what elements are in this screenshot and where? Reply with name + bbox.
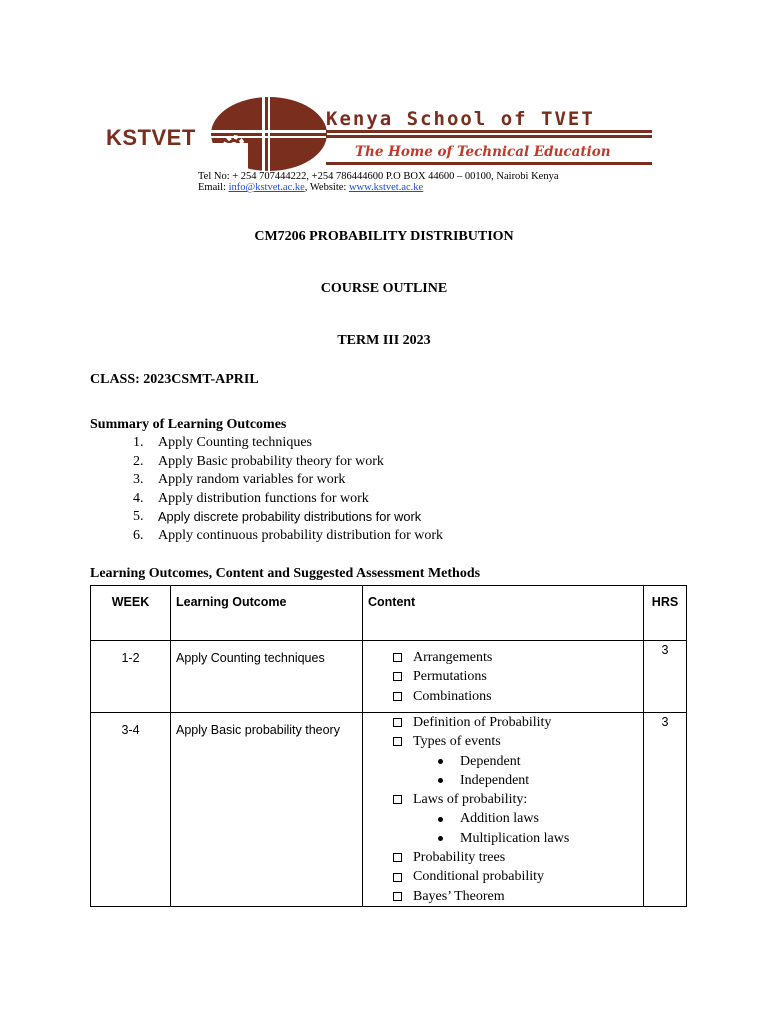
checkbox-bullet-icon	[393, 737, 402, 746]
bullet-dot-icon	[438, 759, 443, 764]
header-divider-bottom	[326, 162, 652, 165]
website-label: , Website:	[304, 182, 349, 193]
list-item: Conditional probability	[393, 867, 643, 886]
bullet-dot-icon	[438, 817, 443, 822]
hrs-cell: 3	[644, 641, 687, 713]
website-link[interactable]: www.kstvet.ac.ke	[348, 182, 424, 193]
checkbox-bullet-icon	[393, 873, 402, 882]
table-row	[91, 641, 687, 713]
list-item: Types of events	[393, 732, 643, 751]
list-item: Independent	[393, 771, 643, 790]
checkbox-bullet-icon	[393, 853, 402, 862]
col-header-hrs: HRS	[644, 586, 687, 641]
table-row	[91, 713, 687, 907]
list-item: Addition laws	[393, 809, 643, 828]
class-line: CLASS: 2023CSMT-APRIL	[90, 372, 259, 387]
header-divider-top	[326, 130, 652, 133]
table-header-row	[91, 586, 687, 641]
checkbox-bullet-icon	[393, 692, 402, 701]
list-item: 1. Apply Counting techniques	[133, 435, 312, 450]
course-title: CM7206 PROBABILITY DISTRIBUTION	[254, 229, 514, 244]
checkbox-bullet-icon	[393, 795, 402, 804]
list-item: Laws of probability:	[393, 790, 643, 809]
header-divider-middle	[326, 135, 652, 138]
checkbox-bullet-icon	[393, 718, 402, 727]
bullet-dot-icon	[438, 778, 443, 783]
list-item: 2. Apply Basic probability theory for work	[133, 453, 384, 469]
list-item: Multiplication laws	[393, 829, 643, 848]
checkbox-bullet-icon	[393, 672, 402, 681]
list-item: 3. Apply random variables for work	[133, 472, 346, 488]
contact-line: Tel No: + 254 707444222, +254 786444600 P.O BOX 44600 – 00100, Nairobi Kenya	[198, 171, 559, 182]
content-list	[393, 713, 643, 752]
summary-heading: Summary of Learning Outcomes	[90, 417, 287, 432]
content-cell	[363, 641, 644, 713]
col-header-learning-outcome: Learning Outcome	[171, 586, 363, 641]
list-item: 5. Apply discrete probability distributions for work	[133, 509, 422, 525]
tagline: The Home of Technical Education	[355, 144, 611, 160]
sub-list-laws	[393, 809, 643, 848]
learning-outcomes-list	[133, 434, 443, 546]
school-name: Kenya School of TVET	[326, 108, 595, 130]
checkbox-bullet-icon	[393, 653, 402, 662]
kstvet-logo-emblem	[210, 96, 328, 172]
list-item: Bayes’ Theorem	[393, 887, 643, 906]
content-cell	[363, 713, 644, 907]
list-item: Probability trees	[393, 848, 643, 867]
col-header-content: Content	[363, 586, 644, 641]
email-link[interactable]: info@kstvet.ac.ke	[228, 182, 305, 193]
list-item: Dependent	[393, 752, 643, 771]
bullet-dot-icon	[438, 836, 443, 841]
logo-text: KSTVET	[106, 125, 196, 150]
list-item: 6. Apply continuous probability distribution for work	[133, 527, 444, 543]
contact-email-website	[198, 182, 423, 193]
week-cell: 3-4	[91, 713, 171, 907]
week-cell: 1-2	[91, 641, 171, 713]
learning-outcome-cell: Apply Basic probability theory	[171, 713, 363, 907]
table-heading: Learning Outcomes, Content and Suggested Assessment Methods	[90, 566, 481, 581]
content-list	[393, 848, 643, 906]
hrs-cell: 3	[644, 713, 687, 907]
list-item: 4. Apply distribution functions for work	[133, 490, 369, 506]
sub-list-types	[393, 752, 643, 791]
list-item: Definition of Probability	[393, 713, 643, 732]
list-item: Permutations	[393, 667, 643, 686]
email-label: Email:	[198, 182, 229, 193]
term-title: TERM III 2023	[337, 333, 431, 348]
learning-outcome-cell: Apply Counting techniques	[171, 641, 363, 713]
list-item: Arrangements	[393, 648, 643, 667]
col-header-week: WEEK	[91, 586, 171, 641]
checkbox-bullet-icon	[393, 892, 402, 901]
outline-title: COURSE OUTLINE	[320, 281, 448, 296]
content-list	[393, 790, 643, 809]
list-item: Combinations	[393, 687, 643, 706]
content-list	[393, 648, 643, 706]
course-outline-table	[90, 585, 687, 907]
